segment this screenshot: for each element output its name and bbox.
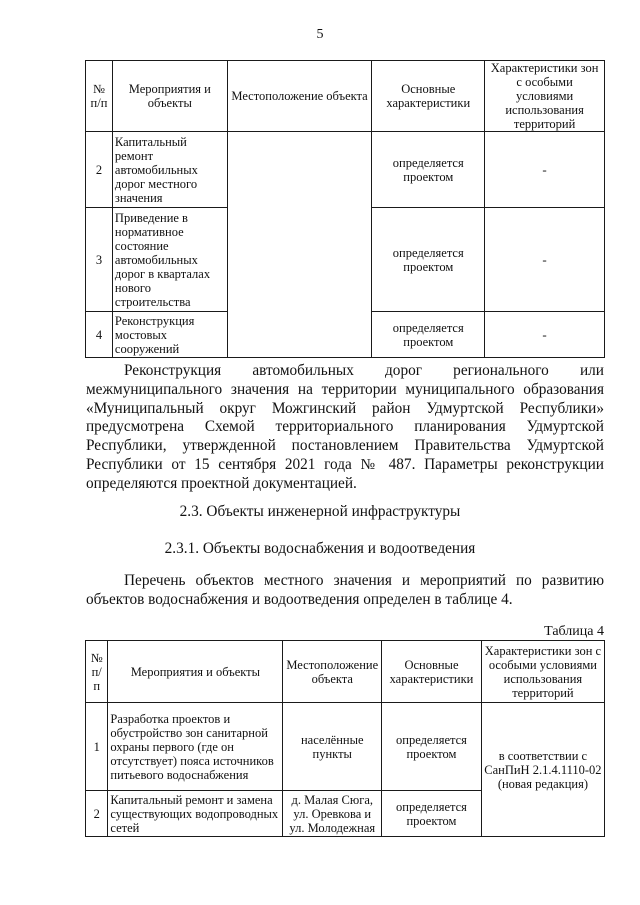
row-event: Разработка проектов и обустройство зон санитарной охраны первого (где он отсутствует) пояса источников питьевого водоснабжения bbox=[108, 703, 283, 791]
table-row bbox=[86, 132, 605, 208]
header-events: Мероприятия и объекты bbox=[112, 61, 227, 132]
row-event: Приведение в нормативное состояние автомобильных дорог в кварталах нового строительства bbox=[112, 208, 227, 312]
header-zones: Характеристики зон с особыми условиями использования территорий bbox=[481, 641, 604, 703]
row-characteristics: определяется проектом bbox=[382, 703, 482, 791]
row-number: 3 bbox=[86, 208, 113, 312]
roads-table bbox=[85, 60, 605, 358]
row-zones: - bbox=[485, 312, 605, 358]
header-zones: Характеристики зон с особыми условиями использования территорий bbox=[485, 61, 605, 132]
row-event: Реконструкция мостовых сооружений bbox=[112, 312, 227, 358]
row-zones: - bbox=[485, 132, 605, 208]
location-cell-empty bbox=[227, 132, 372, 358]
header-characteristics: Основные характеристики bbox=[372, 61, 485, 132]
row-zones: - bbox=[485, 208, 605, 312]
row-event: Капитальный ремонт автомобильных дорог местного значения bbox=[112, 132, 227, 208]
header-number: № п/п bbox=[86, 61, 113, 132]
header-location: Местоположение объекта bbox=[227, 61, 372, 132]
section-heading: 2.3. Объекты инженерной инфраструктуры bbox=[179, 503, 461, 520]
paragraph-water-list: Перечень объектов местного значения и мероприятий по развитию объектов водоснабжения и водоотведения определен в таблице 4. bbox=[86, 572, 604, 608]
header-events: Мероприятия и объекты bbox=[108, 641, 283, 703]
table-caption: Таблица 4 bbox=[544, 624, 604, 639]
row-number: 2 bbox=[86, 791, 108, 837]
row-characteristics: определяется проектом bbox=[372, 132, 485, 208]
row-characteristics: определяется проектом bbox=[372, 208, 485, 312]
paragraph-reconstruction: Реконструкция автомобильных дорог регионального или межмуниципального значения на территории муниципального образования «Муниципальный округ Можгинский район Удмуртской Республики» предусмотрена Схемой территориального планирования Удмуртской Республики, утвержденной постановлением Правительства Удмуртской Республики от 15 сентября 2021 года № 487. Параметры реконструкции определяются проектной документацией. bbox=[86, 362, 604, 492]
header-location: Местоположение объекта bbox=[283, 641, 382, 703]
row-characteristics: определяется проектом bbox=[372, 312, 485, 358]
row-number: 1 bbox=[86, 703, 108, 791]
water-table bbox=[85, 640, 605, 837]
table-header-row bbox=[86, 641, 605, 703]
row-number: 4 bbox=[86, 312, 113, 358]
page-number: 5 bbox=[316, 27, 324, 42]
table-row bbox=[86, 703, 605, 791]
header-number: № п/ п bbox=[86, 641, 108, 703]
header-characteristics: Основные характеристики bbox=[382, 641, 482, 703]
table-header-row bbox=[86, 61, 605, 132]
row-number: 2 bbox=[86, 132, 113, 208]
row-location: населённые пункты bbox=[283, 703, 382, 791]
row-event: Капитальный ремонт и замена существующих водопроводных сетей bbox=[108, 791, 283, 837]
zones-merged-cell: в соответствии с СанПиН 2.1.4.1110-02 (новая редакция) bbox=[481, 703, 604, 837]
subsection-heading: 2.3.1. Объекты водоснабжения и водоотведения bbox=[164, 540, 476, 557]
row-location: д. Малая Сюга, ул. Оревкова и ул. Молодежная bbox=[283, 791, 382, 837]
row-characteristics: определяется проектом bbox=[382, 791, 482, 837]
